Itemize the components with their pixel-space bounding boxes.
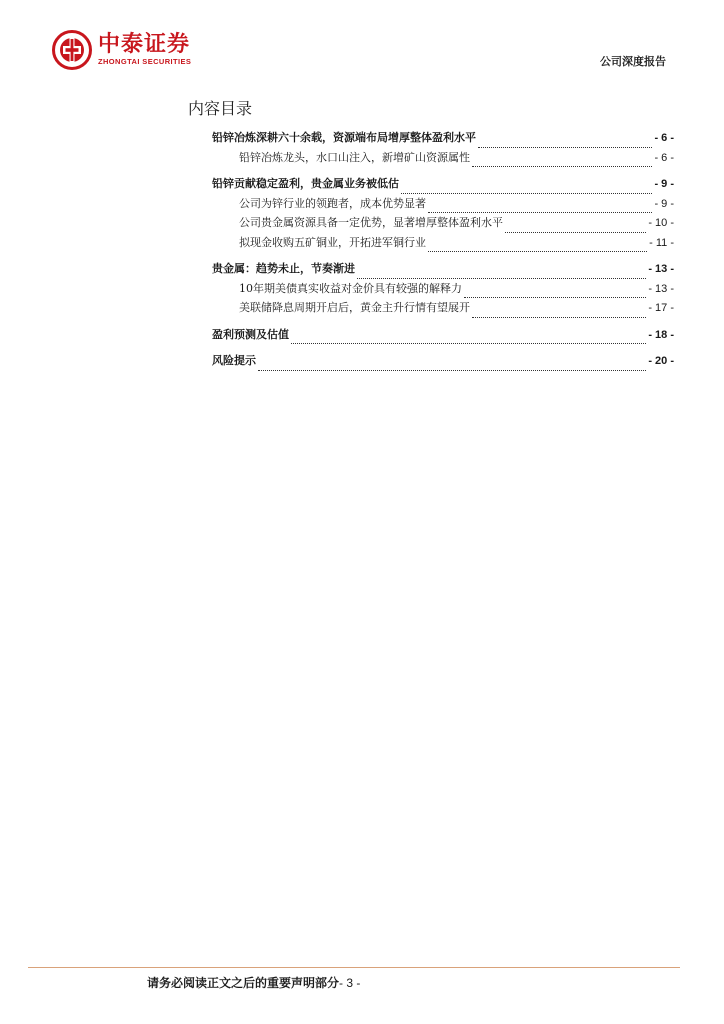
toc-dot-leader bbox=[478, 147, 652, 148]
company-logo bbox=[52, 30, 191, 70]
toc-dot-leader bbox=[505, 232, 646, 233]
toc-entry-title: 铅锌贡献稳定盈利，贵金属业务被低估 bbox=[212, 177, 399, 190]
toc-entry-page: - 9 - bbox=[654, 197, 674, 210]
toc-entry-title: 公司贵金属资源具备一定优势，显著增厚整体盈利水平 bbox=[239, 216, 503, 229]
toc-title: 内容目录 bbox=[188, 99, 253, 118]
toc-group-gap bbox=[212, 170, 674, 177]
toc-entry-title: 美联储降息周期开启后，黄金主升行情有望展开 bbox=[239, 301, 470, 314]
toc-entry-title: 铅锌冶炼深耕六十余载，资源端布局增厚整体盈利水平 bbox=[212, 131, 476, 144]
toc-subsection-entry[interactable] bbox=[212, 197, 674, 217]
toc-entry-page: - 9 - bbox=[654, 178, 674, 190]
toc-entry-page: - 20 - bbox=[648, 355, 674, 367]
toc-entry-title: 拟现金收购五矿铜业，开拓进军铜行业 bbox=[239, 235, 426, 249]
toc-entry-title: 贵金属：趋势未止，节奏渐进 bbox=[212, 262, 355, 275]
toc-subsection-entry[interactable] bbox=[212, 282, 674, 302]
toc-dot-leader bbox=[464, 297, 646, 298]
footer-disclaimer: 请务必阅读正文之后的重要声明部分 bbox=[147, 976, 340, 990]
toc-subsection-entry[interactable] bbox=[212, 236, 674, 256]
page-header bbox=[0, 0, 724, 80]
toc-entry-title: 盈利预测及估值 bbox=[212, 327, 289, 341]
toc-dot-leader bbox=[291, 343, 646, 344]
toc-dot-leader bbox=[258, 370, 646, 371]
toc-entry-title: 铅锌冶炼龙头，水口山注入，新增矿山资源属性 bbox=[239, 150, 470, 164]
logo-chinese-name: 中泰证券 bbox=[98, 32, 191, 57]
page-footer bbox=[147, 974, 360, 991]
zhongtai-logo-icon bbox=[52, 30, 92, 70]
toc-group-gap bbox=[212, 347, 674, 354]
toc-dot-leader bbox=[401, 193, 652, 194]
toc-entry-page: - 11 - bbox=[649, 236, 674, 249]
toc-subsection-entry[interactable] bbox=[212, 216, 674, 236]
footer-divider bbox=[28, 967, 680, 968]
toc-dot-leader bbox=[357, 278, 646, 279]
toc-subsection-entry[interactable] bbox=[212, 151, 674, 171]
toc-entry-title: 风险提示 bbox=[212, 354, 256, 367]
toc-section-entry[interactable] bbox=[212, 262, 674, 282]
table-of-contents bbox=[212, 131, 674, 374]
toc-section-entry[interactable] bbox=[212, 328, 674, 348]
toc-dot-leader bbox=[472, 166, 652, 167]
toc-entry-page: - 18 - bbox=[648, 328, 674, 341]
toc-group-gap bbox=[212, 321, 674, 328]
toc-entry-page: - 17 - bbox=[648, 302, 674, 314]
report-type-label: 公司深度报告 bbox=[600, 55, 666, 68]
toc-subsection-entry[interactable] bbox=[212, 301, 674, 321]
toc-entry-page: - 13 - bbox=[648, 263, 674, 275]
toc-section-entry[interactable] bbox=[212, 131, 674, 151]
toc-dot-leader bbox=[428, 212, 652, 213]
toc-dot-leader bbox=[472, 317, 646, 318]
toc-section-entry[interactable] bbox=[212, 354, 674, 374]
toc-entry-title: 公司为锌行业的领跑者，成本优势显著 bbox=[239, 196, 426, 210]
toc-entry-page: - 6 - bbox=[654, 132, 674, 144]
toc-entry-page: - 6 - bbox=[654, 151, 674, 164]
toc-section-entry[interactable] bbox=[212, 177, 674, 197]
toc-entry-page: - 13 - bbox=[648, 282, 674, 295]
logo-english-name: ZHONGTAI SECURITIES bbox=[98, 57, 192, 66]
toc-dot-leader bbox=[428, 251, 647, 252]
toc-group-gap bbox=[212, 255, 674, 262]
footer-page-number: - 3 - bbox=[339, 976, 361, 990]
toc-entry-page: - 10 - bbox=[648, 217, 674, 229]
toc-entry-title: 10年期美债真实收益对金价具有较强的解释力 bbox=[239, 281, 462, 295]
